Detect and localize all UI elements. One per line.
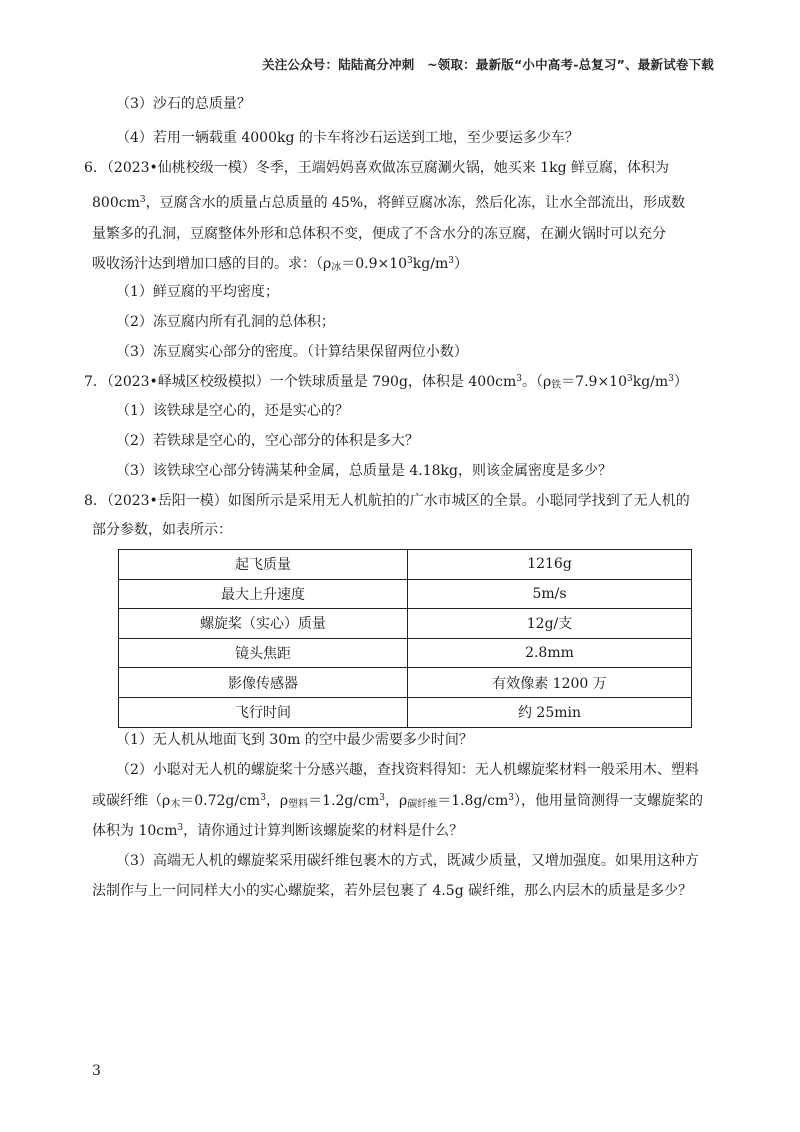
prev-q4: （4）若用一辆载重 4000kg 的卡车将沙石运送到工地，至少要运多少车？ [116,130,579,146]
problem-6-q3: （3）冻豆腐实心部分的密度。（计算结果保留两位小数） [116,344,468,360]
page-header: 关注公众号：陆陆高分冲刺 ~领取：最新版“小中高考-总复习”、最新试卷下载 [262,57,714,72]
table-cell-key: 影像传感器 [119,668,408,698]
problem-6-line1: 6．（2023•仙桃校级一模）冬季，王端妈妈喜欢做冻豆腐涮火锅，她买来 1kg 鲜豆腐，体积为 [84,160,670,176]
problem-7-q1: （1）该铁球是空心的，还是实心的？ [116,403,349,419]
table-row [119,579,692,609]
problem-6-q2: （2）冻豆腐内所有孔洞的总体积； [116,314,335,330]
table-cell-value: 1216g [408,550,692,580]
problem-8-q2-line1: （2）小聪对无人机的螺旋桨十分感兴趣，查找资料得知：无人机螺旋桨材料一般采用木、塑料 [116,762,699,778]
prev-q3: （3）沙石的总质量？ [116,96,251,112]
problem-6-line3: 量繁多的孔洞，豆腐整体外形和总体积不变，便成了不含水分的冻豆腐，在涮火锅时可以充分 [92,226,666,242]
problem-7-line1: 7．（2023•峄城区校级模拟）一个铁球质量是 790g，体积是 $400cm^3$。$(\rho_铁=7.9\times 10^3kg/m^3)$ [84,374,688,391]
problem-8-q2-line2: 或碳纤维（$\rho_木=0.72g/cm^3$，$\rho_{塑料}=1.2g/cm^3$，$\rho_{碳纤维}=1.8g/cm^3$），他用量筒测得一支螺旋桨的 [92,793,703,810]
table-row [119,638,692,668]
drone-parameters-table [118,549,692,728]
table-cell-key: 飞行时间 [119,697,408,727]
table-row [119,668,692,698]
table-row [119,550,692,580]
problem-7-q2: （2）若铁球是空心的，空心部分的体积是多大？ [116,433,419,449]
problem-6-line4: 吸收汤汁达到增加口感的目的。求：$(\rho_冰=0.9\times 10^3kg/m^3)$ [92,256,468,273]
table-cell-value: 有效像素 1200 万 [408,668,692,698]
table-cell-key: 最大上升速度 [119,579,408,609]
problem-8-q3-line2: 法制作与上一问同样大小的实心螺旋桨，若外层包裹了 4.5g 碳纤维，那么内层木的质量是多少？ [92,883,693,899]
problem-8-line2: 部分参数，如表所示： [92,522,232,538]
problem-8-q1: （1）无人机从地面飞到 30m 的空中最少需要多少时间？ [116,732,473,748]
table-cell-value: 5m/s [408,579,692,609]
problem-6-q1: （1）鲜豆腐的平均密度； [116,284,279,300]
problem-8-line1: 8．（2023•岳阳一模）如图所示是采用无人机航拍的广水市城区的全景。小聪同学找到了无人机的 [84,493,690,509]
problem-7-q3: （3）该铁球空心部分铸满某种金属，总质量是 4.18kg，则该金属密度是多少？ [116,463,612,479]
table-cell-key: 起飞质量 [119,550,408,580]
problem-8-q3-line1: （3）高端无人机的螺旋桨采用碳纤维包裹木的方式，既减少质量，又增加强度。如果用这种方 [116,853,699,869]
problem-8-q2-line3: 体积为 $10cm^3$，请你通过计算判断该螺旋桨的材料是什么？ [92,823,464,839]
table-row [119,609,692,639]
table-cell-key: 螺旋桨（实心）质量 [119,609,408,639]
table-cell-value: 2.8mm [408,638,692,668]
table-cell-value: 12g/支 [408,609,692,639]
problem-6-line2: $800cm^3$，豆腐含水的质量占总质量的 45%，将鲜豆腐冰冻，然后化冻，让水全部流出，形成数 [92,195,686,211]
table-cell-key: 镜头焦距 [119,638,408,668]
table-row [119,697,692,727]
page-number: 3 [92,1063,101,1079]
table-cell-value: 约 25min [408,697,692,727]
